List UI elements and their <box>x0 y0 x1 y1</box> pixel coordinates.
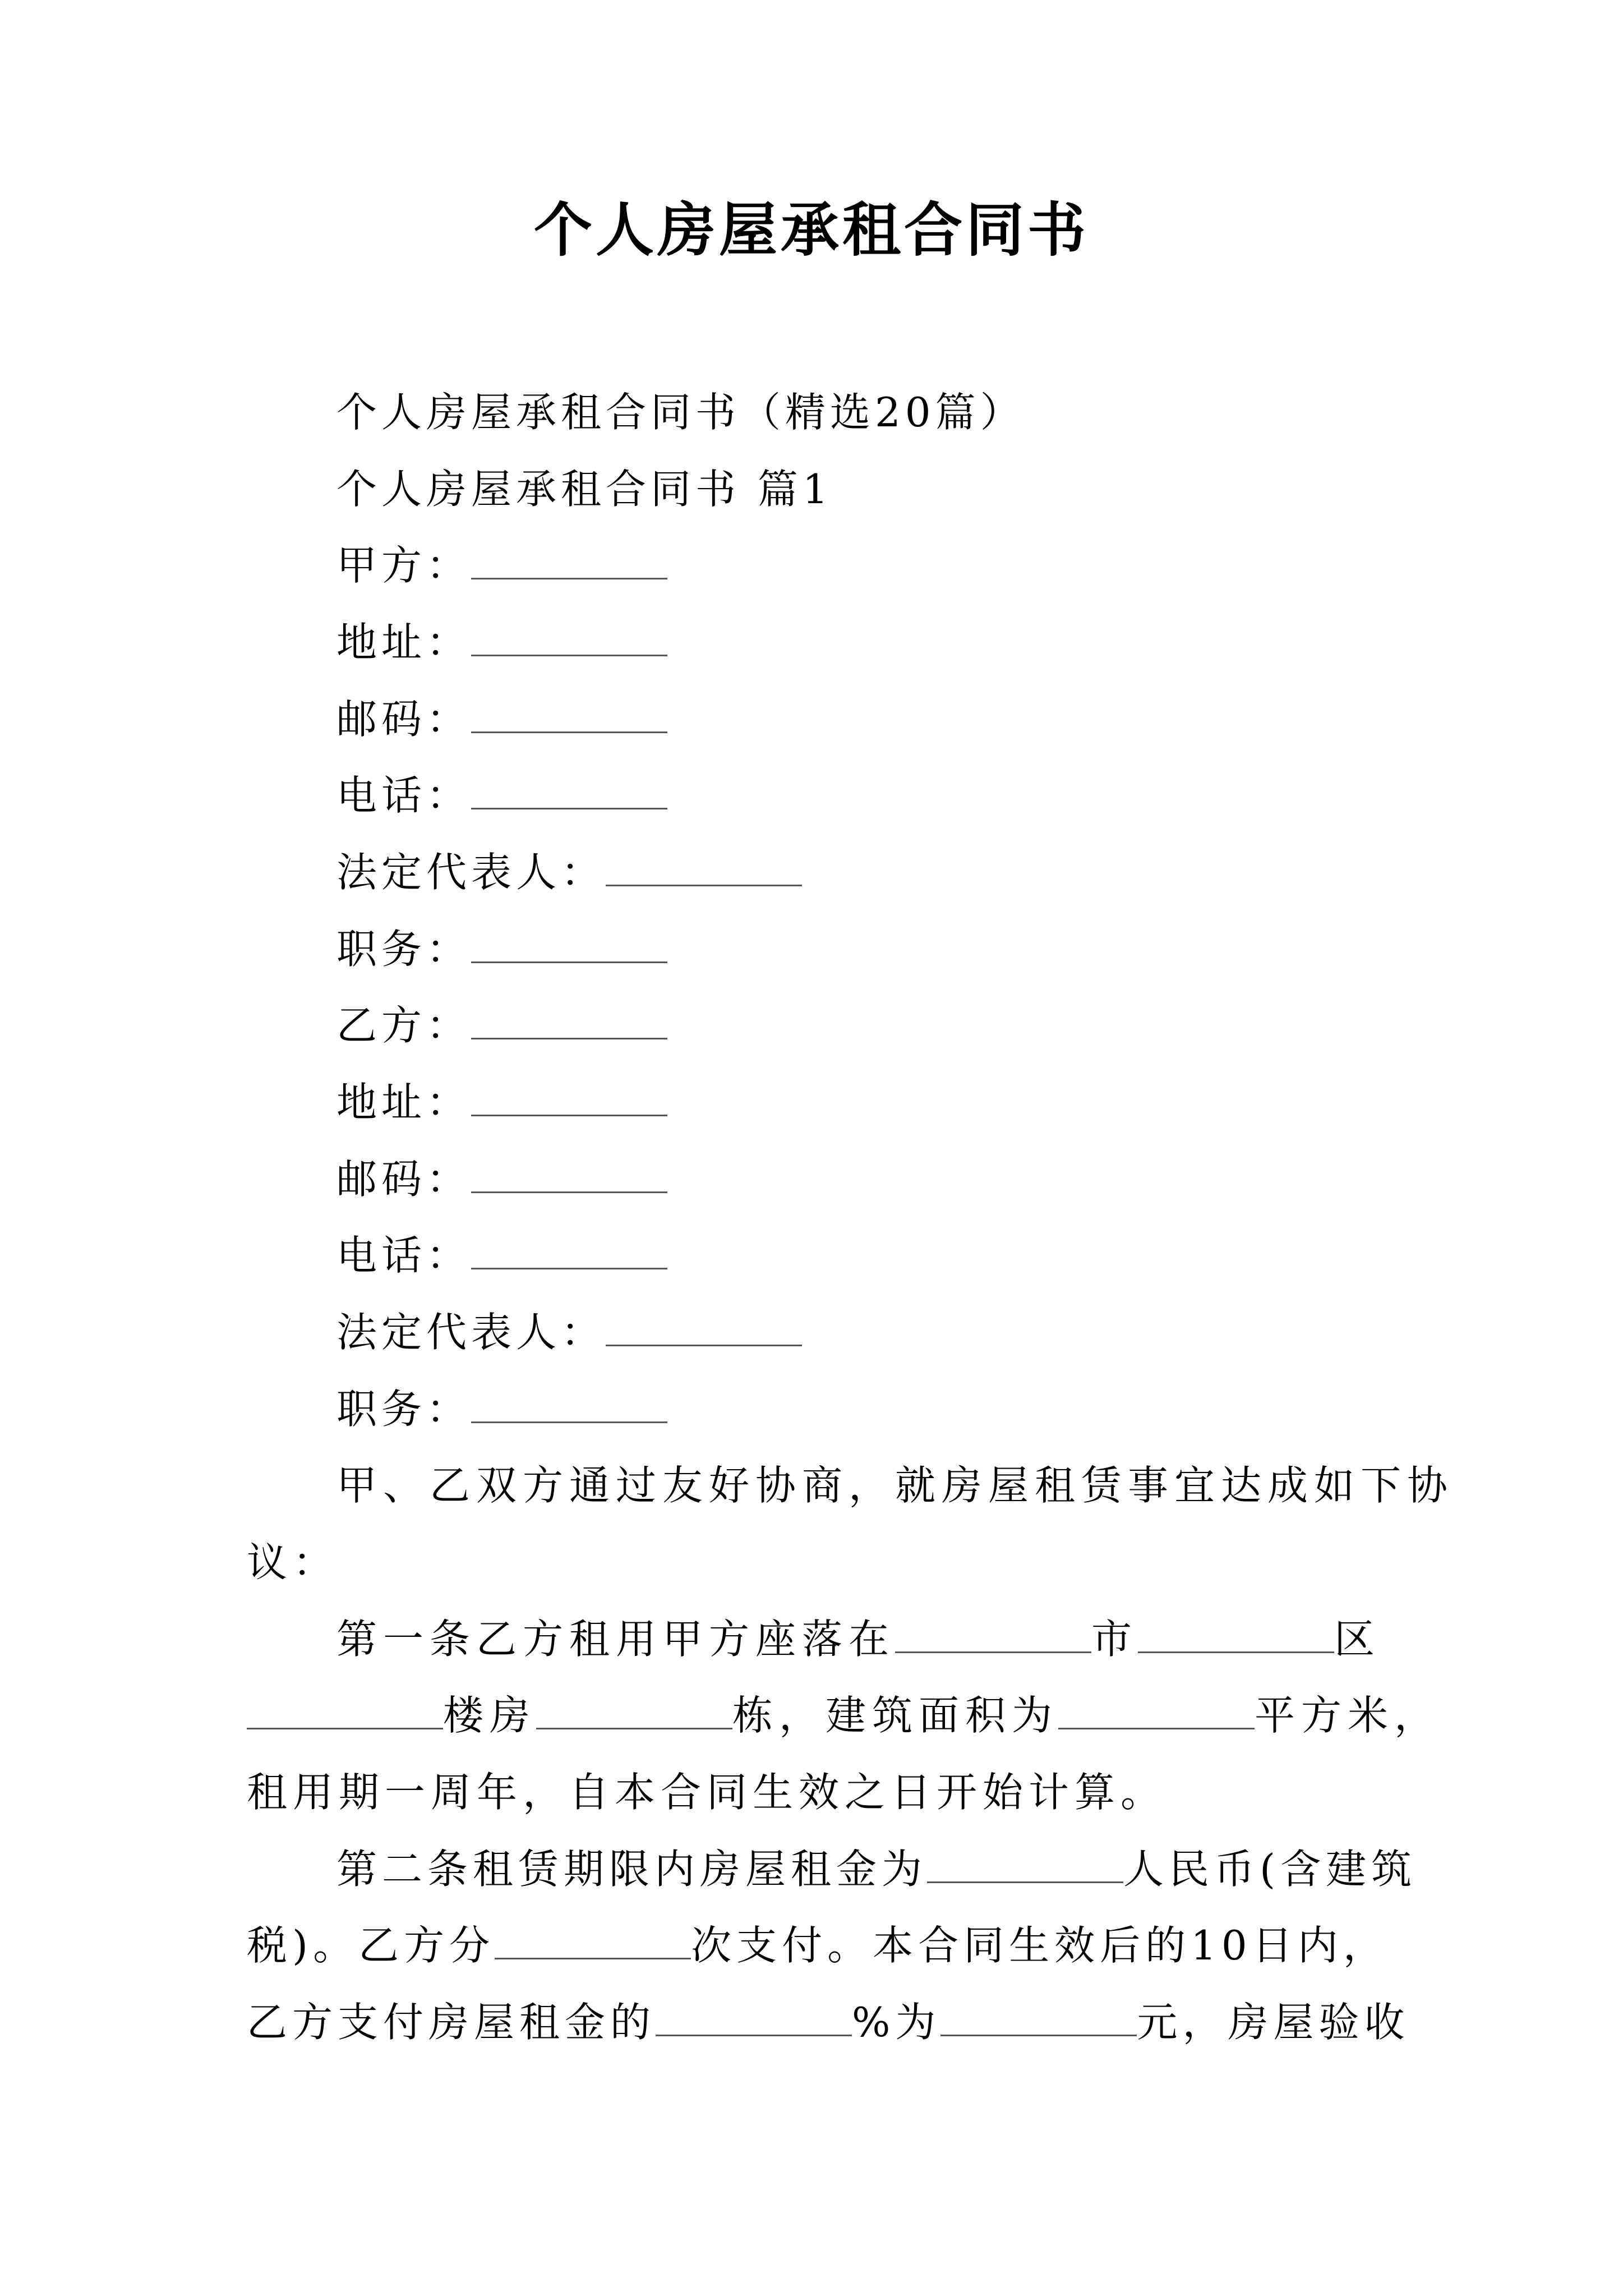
party-a-address-label: 地址： <box>336 619 472 666</box>
party-a-legal-rep-row <box>336 844 802 900</box>
party-a-position-blank[interactable] <box>471 924 667 963</box>
party-b-position-blank[interactable] <box>471 1384 667 1423</box>
party-b-address-blank[interactable] <box>471 1078 667 1116</box>
article1-area-blank[interactable] <box>1058 1691 1255 1729</box>
party-b-label: 乙方： <box>336 1002 472 1049</box>
article2-text-3c: 元，房屋验收 <box>1137 1999 1410 2046</box>
article1-text-1c: 区 <box>1334 1616 1381 1663</box>
article2-line-2 <box>247 1917 1389 1973</box>
article1-line-2 <box>247 1687 1441 1743</box>
party-b-phone-blank[interactable] <box>471 1231 667 1269</box>
article1-unit-blank[interactable] <box>536 1691 732 1729</box>
party-b-address-label: 地址： <box>336 1079 472 1126</box>
party-a-position-row <box>336 921 667 977</box>
party-b-legal-rep-label: 法定代表人： <box>336 1309 606 1356</box>
party-a-address-blank[interactable] <box>471 618 667 656</box>
party-a-row <box>336 537 667 593</box>
article1-line-3: 租用期一周年，自本合同生效之日开始计算。 <box>247 1769 1167 1816</box>
party-b-address-row <box>336 1074 667 1130</box>
article2-text-1a: 第二条租赁期限内房屋租金为 <box>336 1846 928 1893</box>
party-b-phone-label: 电话： <box>336 1232 472 1279</box>
article2-line-1 <box>336 1841 1417 1897</box>
document-subtitle: 个人房屋承租合同书（精选20篇） <box>336 389 1025 436</box>
party-a-position-label: 职务： <box>336 926 472 973</box>
party-b-postcode-label: 邮码： <box>336 1156 472 1203</box>
article2-percent-blank[interactable] <box>656 1998 852 2036</box>
party-a-postcode-blank[interactable] <box>471 694 667 733</box>
article2-text-3a: 乙方支付房屋租金的 <box>247 1999 656 2046</box>
section-heading: 个人房屋承租合同书 篇1 <box>336 466 833 513</box>
article2-text-3b: %为 <box>852 1999 941 2046</box>
article2-line-3 <box>247 1994 1410 2050</box>
article1-building-blank[interactable] <box>247 1691 443 1729</box>
party-a-label: 甲方： <box>336 542 472 589</box>
article2-text-2a: 税)。乙方分 <box>247 1922 495 1969</box>
party-a-address-row <box>336 614 667 670</box>
party-b-row <box>336 997 667 1053</box>
party-b-position-row <box>336 1381 667 1437</box>
party-b-blank[interactable] <box>471 1001 667 1039</box>
article1-line-1 <box>336 1611 1381 1667</box>
article2-text-2b: 次支付。本合同生效后的10日内， <box>691 1922 1389 1969</box>
party-b-position-label: 职务： <box>336 1386 472 1433</box>
party-a-legal-rep-blank[interactable] <box>606 848 802 886</box>
intro-line-1: 甲、乙双方通过友好协商，就房屋租赁事宜达成如下协 <box>336 1462 1454 1509</box>
document-title: 个人房屋承租合同书 <box>533 195 1089 264</box>
party-b-legal-rep-blank[interactable] <box>606 1308 802 1346</box>
article2-rent-blank[interactable] <box>927 1844 1123 1883</box>
article1-text-2a: 楼房 <box>443 1692 537 1739</box>
article1-text-2c: 平方米， <box>1255 1692 1441 1739</box>
party-a-legal-rep-label: 法定代表人： <box>336 849 606 896</box>
article1-text-1b: 市 <box>1091 1616 1138 1663</box>
intro-line-2: 议： <box>247 1539 339 1586</box>
party-a-blank[interactable] <box>471 541 667 579</box>
article1-text-1a: 第一条乙方租用甲方座落在 <box>336 1616 896 1663</box>
party-a-postcode-label: 邮码： <box>336 696 472 743</box>
article1-city-blank[interactable] <box>895 1614 1091 1653</box>
party-b-phone-row <box>336 1227 667 1283</box>
article2-amount-blank[interactable] <box>940 1998 1137 2036</box>
party-a-phone-label: 电话： <box>336 772 472 819</box>
article1-district-blank[interactable] <box>1138 1614 1334 1653</box>
article2-installments-blank[interactable] <box>495 1921 691 1959</box>
party-b-postcode-blank[interactable] <box>471 1154 667 1193</box>
article2-text-1b: 人民币(含建筑 <box>1123 1846 1417 1893</box>
party-a-phone-row <box>336 767 667 823</box>
party-a-postcode-row <box>336 691 667 747</box>
article1-text-2b: 栋，建筑面积为 <box>732 1692 1059 1739</box>
party-a-phone-blank[interactable] <box>471 771 667 809</box>
party-b-postcode-row <box>336 1151 667 1207</box>
party-b-legal-rep-row <box>336 1304 802 1360</box>
